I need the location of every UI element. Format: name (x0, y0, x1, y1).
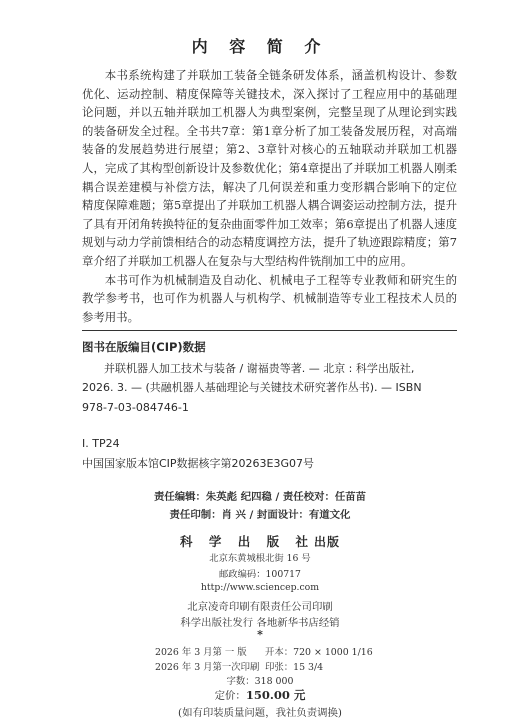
cip-record-number: 中国国家版本馆CIP数据核字第20263E3G07号 (82, 457, 315, 470)
cip-record (82, 359, 462, 417)
cip-heading: 图书在版编目(CIP)数据 (82, 340, 206, 354)
quality-note: (如有印装质量问题，我社负责调换) (178, 707, 342, 719)
publisher-postcode: 邮政编码：100717 (219, 569, 301, 580)
intro-text (82, 66, 457, 326)
sheets-info: 印张：15 3/4 (265, 662, 324, 673)
publisher-name: 科 学 出 版 社 (180, 534, 314, 549)
price-label: 定价： (214, 690, 246, 702)
editor-credits: 责任编辑：朱英彪 纪四稳 / 责任校对：任苗苗 (153, 491, 367, 503)
section-divider (82, 330, 457, 331)
separator-star: * (257, 628, 263, 641)
cip-line: 978-7-03-084746-1 (82, 400, 189, 414)
price-value: 150.00 元 (245, 688, 306, 702)
printing-info: 2026 年 3 月第一次印刷 (155, 662, 260, 673)
edition-info: 2026 年 3 月第 一 版 (155, 647, 247, 658)
cip-classification: Ⅰ. TP24 (82, 437, 120, 450)
publisher-suffix: 出版 (313, 535, 340, 549)
publisher-website: http://www.sciencep.com (200, 582, 320, 593)
distribution-line: 科学出版社发行 各地新华书店经销 (180, 617, 340, 629)
publisher-address: 北京东黄城根北街 16 号 (209, 553, 311, 564)
cip-line: 2026. 3. — (共融机器人基础理论与关键技术研究著作丛书). — ISBN (82, 381, 422, 395)
printer-line: 北京凌奇印刷有限责任公司印刷 (187, 601, 333, 613)
price-line (0, 687, 520, 703)
word-count: 字数：318 000 (226, 676, 294, 687)
intro-paragraph-2: 本书可作为机械制造及自动化、机械电子工程等专业教师和研究生的教学参考书，也可作为机器人与机构学、机械制造等专业工程技术人员的参考用书。 (82, 272, 457, 324)
format-info: 开本：720 × 1000 1/16 (265, 647, 373, 658)
intro-paragraph-1: 本书系统构建了并联加工装备全链条研发体系，涵盖机构设计、参数优化、运动控制、精度保障等关键技术，深入探讨了工程应用中的基础理论问题，并以五轴并联加工机器人为典型案例，完整呈现了从理论到实践的装备研发全过程。全书共7章：第1章分析了加工装备发展历程，对高端装备的发展趋势进行展望；第2、3章针对核心的五轴联动并联加工机器人，完成了其构型创新设计及参数优化；第4章提出了并联加工机器人刚柔耦合误差建模与补偿方法，解决了几何误差和重力变形耦合影响下的定位精度保障难题；第5章提出了并联加工机器人耦合调姿运动控制方法，提升了具有开闭角转换特征的复杂曲面零件加工效率；第6章提出了机器人速度规划与动力学前馈相结合的动态精度调控方法，提升了轨迹跟踪精度；第7章介绍了并联加工机器人在复杂与大型结构件铣削加工中的应用。 (82, 68, 457, 268)
production-credits: 责任印制：肖 兴 / 封面设计：有道文化 (169, 509, 351, 521)
publisher-line (0, 532, 520, 550)
cip-line: 并联机器人加工技术与装备 / 谢福贵等著. — 北京 : 科学出版社, (104, 362, 415, 375)
page-title: 内 容 简 介 (191, 37, 329, 56)
